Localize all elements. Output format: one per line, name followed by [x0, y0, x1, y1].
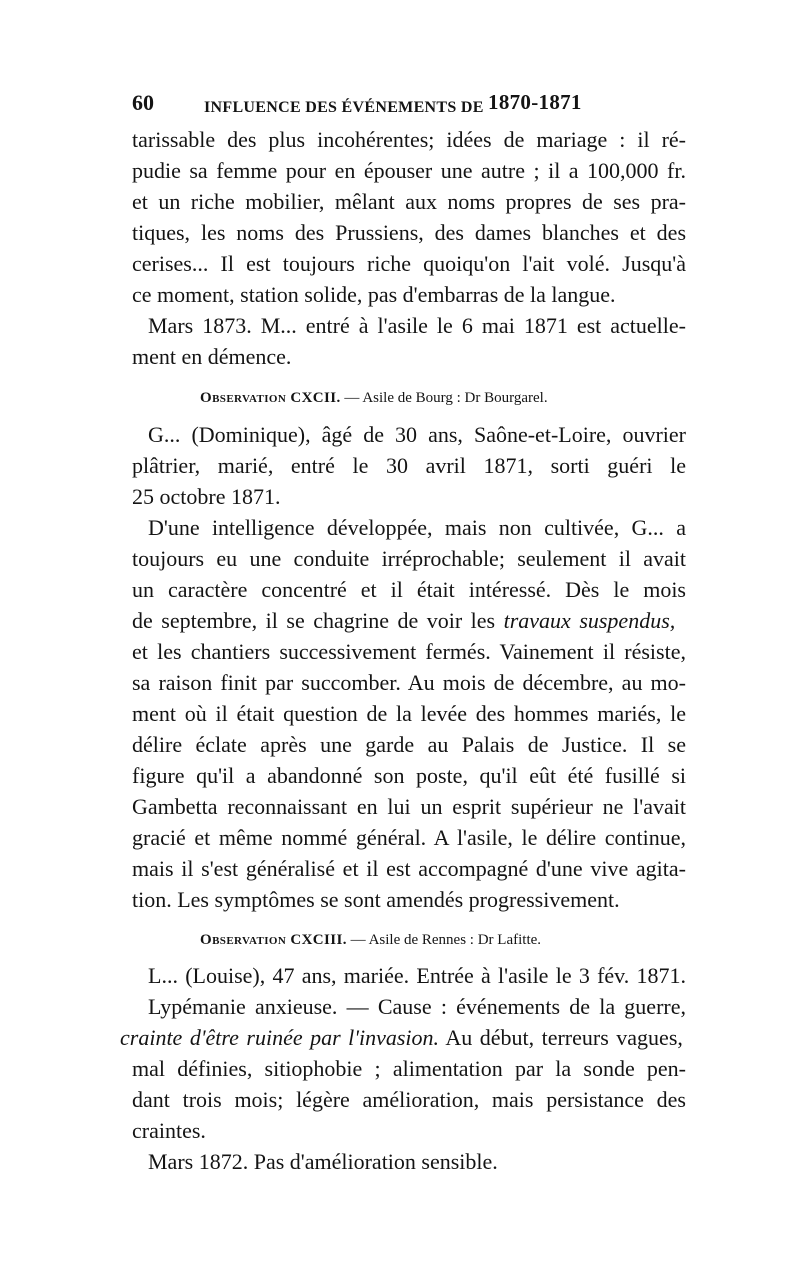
text-line: ce moment, station solide, pas d'embarras de la langue. — [132, 282, 616, 307]
text-line: délire éclate après une garde au Palais de Justice. Il se — [132, 732, 686, 757]
observation-heading — [200, 928, 541, 952]
observation-source: — Asile de Bourg : Dr Bourgarel. — [344, 390, 548, 406]
text-line: sa raison finit par succomber. Au mois de décembre, au mo- — [132, 670, 686, 695]
text-line: gracié et même nommé général. A l'asile, le délire continue, — [132, 825, 686, 850]
text-line: tiques, les noms des Prussiens, des dames blanches et des — [132, 220, 686, 245]
text-line: dant trois mois; légère amélioration, mais persistance des — [132, 1087, 686, 1112]
page-header — [118, 90, 678, 120]
text-line: et les chantiers successivement fermés. Vainement il résiste, — [132, 639, 686, 664]
text-line: et un riche mobilier, mêlant aux noms propres de ses pra- — [132, 189, 686, 214]
text-line: G... (Dominique), âgé de 30 ans, Saône-et-Loire, ouvrier — [148, 422, 686, 447]
text-line: mais il s'est généralisé et il est accompagné d'une vive agita- — [132, 856, 686, 881]
text-line: pudie sa femme pour en épouser une autre ; il a 100,000 fr. — [132, 158, 686, 183]
italic-segment: crainte d'être ruinée par l'invasion. — [120, 1025, 440, 1050]
running-title-text: INFLUENCE DES ÉVÉNEMENTS DE — [204, 99, 484, 116]
text-line: L... (Louise), 47 ans, mariée. Entrée à l'asile le 3 fév. 1871. — [148, 963, 686, 988]
text-line: Mars 1873. M... entré à l'asile le 6 mai 1871 est actuelle- — [148, 313, 686, 338]
text-line: mal définies, sitiophobie ; alimentation par la sonde pen- — [132, 1056, 686, 1081]
running-title-years: 1870-1871 — [488, 90, 582, 114]
text-line: figure qu'il a abandonné son poste, qu'il eût été fusillé si — [132, 763, 686, 788]
text-segment: Au début, terreurs vagues, — [445, 1025, 683, 1050]
text-line: 25 octobre 1871. — [132, 484, 281, 509]
text-segment: de septembre, il se chagrine de voir les — [132, 608, 496, 633]
text-line: ment en démence. — [132, 344, 292, 369]
text-line: Lypémanie anxieuse. — Cause : événements de la guerre, — [148, 994, 686, 1019]
text-line: tarissable des plus incohérentes; idées de mariage : il ré- — [132, 127, 686, 152]
text-line — [132, 605, 686, 637]
italic-segment: travaux suspendus, — [503, 608, 676, 633]
text-line: un caractère concentré et il était intéressé. Dès le mois — [132, 577, 686, 602]
page-number: 60 — [132, 90, 154, 115]
observation-heading — [200, 386, 548, 410]
text-line — [120, 1022, 686, 1054]
observation-label: Observation CXCIII. — [200, 932, 347, 948]
text-line: Mars 1872. Pas d'amélioration sensible. — [148, 1149, 498, 1174]
observation-label: Observation CXCII. — [200, 390, 341, 406]
text-line: cerises... Il est toujours riche quoiqu'on l'ait volé. Jusqu'à — [132, 251, 686, 276]
text-line: ment où il était question de la levée des hommes mariés, le — [132, 701, 686, 726]
observation-source: — Asile de Rennes : Dr Lafitte. — [350, 932, 542, 948]
text-line: D'une intelligence développée, mais non cultivée, G... a — [148, 515, 686, 540]
text-line: Gambetta reconnaissant en lui un esprit supérieur ne l'avait — [132, 794, 686, 819]
text-line: plâtrier, marié, entré le 30 avril 1871, sorti guéri le — [132, 453, 686, 478]
text-line: toujours eu une conduite irréprochable; seulement il avait — [132, 546, 686, 571]
text-line: tion. Les symptômes se sont amendés progressivement. — [132, 887, 620, 912]
text-line: craintes. — [132, 1118, 206, 1143]
running-title — [204, 90, 582, 118]
